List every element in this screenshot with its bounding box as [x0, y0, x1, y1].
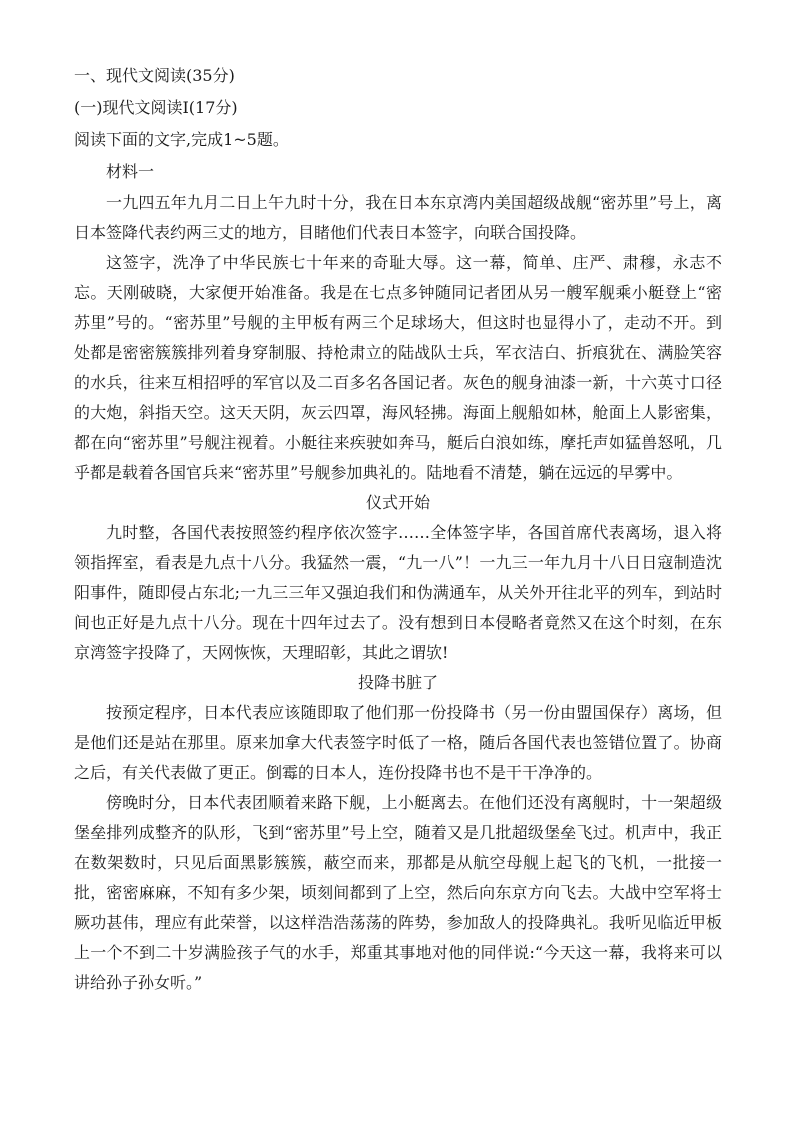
- passage-paragraph: 按预定程序，日本代表应该随即取了他们那一份投降书（另一份由盟国保存）离场，但是他们还是站在那里。原来加拿大代表签字时低了一格，随后各国代表也签错位置了。协商之后，有关代表做了更正。倒霉的日本人，连份投降书也不是干干净净的。: [74, 703, 722, 782]
- passage-paragraph: 一九四五年九月二日上午九时十分，我在日本东京湾内美国超级战舰“密苏里”号上，离日本签降代表约两三丈的地方，目睹他们代表日本签字，向联合国投降。: [74, 193, 722, 242]
- passage-paragraph: 这签字，洗净了中华民族七十年来的奇耻大辱。这一幕，简单、庄严、肃穆，永志不忘。天刚破晓，大家便开始准备。我是在七点多钟随同记者团从另一艘军舰乘小艇登上“密苏里”号的。“密苏里”号舰的主甲板有两三个足球场大，但这时也显得小了，走动不开。到处都是密密簇簇排列着身穿制服、持枪肃立的陆战队士兵，军衣洁白、折痕犹在、满脸笑容的水兵，往来互相招呼的军官以及二百多名各国记者。灰色的舰身油漆一新，十六英寸口径的大炮，斜指天空。这天天阴，灰云四罩，海风轻拂。海面上舰船如林，舱面上人影密集，都在向“密苏里”号舰注视着。小艇往来疾驶如奔马，艇后白浪如练，摩托声如猛兽怒吼，几乎都是载着各国官兵来“密苏里”号舰参加典礼的。陆地看不清楚，躺在远远的早雾中。: [74, 253, 722, 482]
- section-heading: 一、现代文阅读(35分): [74, 66, 235, 85]
- section-subheading: 投降书脏了: [357, 673, 438, 692]
- section-subheading: 仪式开始: [365, 493, 430, 512]
- reading-passage: [74, 188, 722, 998]
- material-label: 材料一: [106, 162, 155, 181]
- subsection-heading: (一)现代文阅读Ⅰ(17分): [74, 98, 238, 117]
- passage-paragraph: 九时整，各国代表按照签约程序依次签字……全体签字毕，各国首席代表离场，退入将领指挥室，看表是九点十八分。我猛然一震，“九一八”！一九三一年九月十八日日寇制造沈阳事件，随即侵占东北;一九三三年又强迫我们和伪满通车，从关外开往北平的列车，到站时间也正好是九点十八分。现在十四年过去了。没有想到日本侵略者竟然又在这个时刻，在东京湾签字投降了，天网恢恢，天理昭彰，其此之谓欤!: [74, 523, 722, 662]
- reading-instruction: 阅读下面的文字,完成1~5题。: [74, 130, 289, 149]
- passage-paragraph: 傍晚时分，日本代表团顺着来路下舰，上小艇离去。在他们还没有离舰时，十一架超级堡垒排列成整齐的队形，飞到“密苏里”号上空，随着又是几批超级堡垒飞过。机声中，我正在数架数时，只见后面黑影簇簇，蔽空而来，那都是从航空母舰上起飞的飞机，一批接一批，密密麻麻，不知有多少架，顷刻间都到了上空，然后向东京方向飞去。大战中空军将士厥功甚伟，理应有此荣誉，以这样浩浩荡荡的阵势，参加敌人的投降典礼。我听见临近甲板上一个不到二十岁满脸孩子气的水手，郑重其事地对他的同伴说:“今天这一幕，我将来可以讲给孙子孙女听。”: [74, 793, 722, 992]
